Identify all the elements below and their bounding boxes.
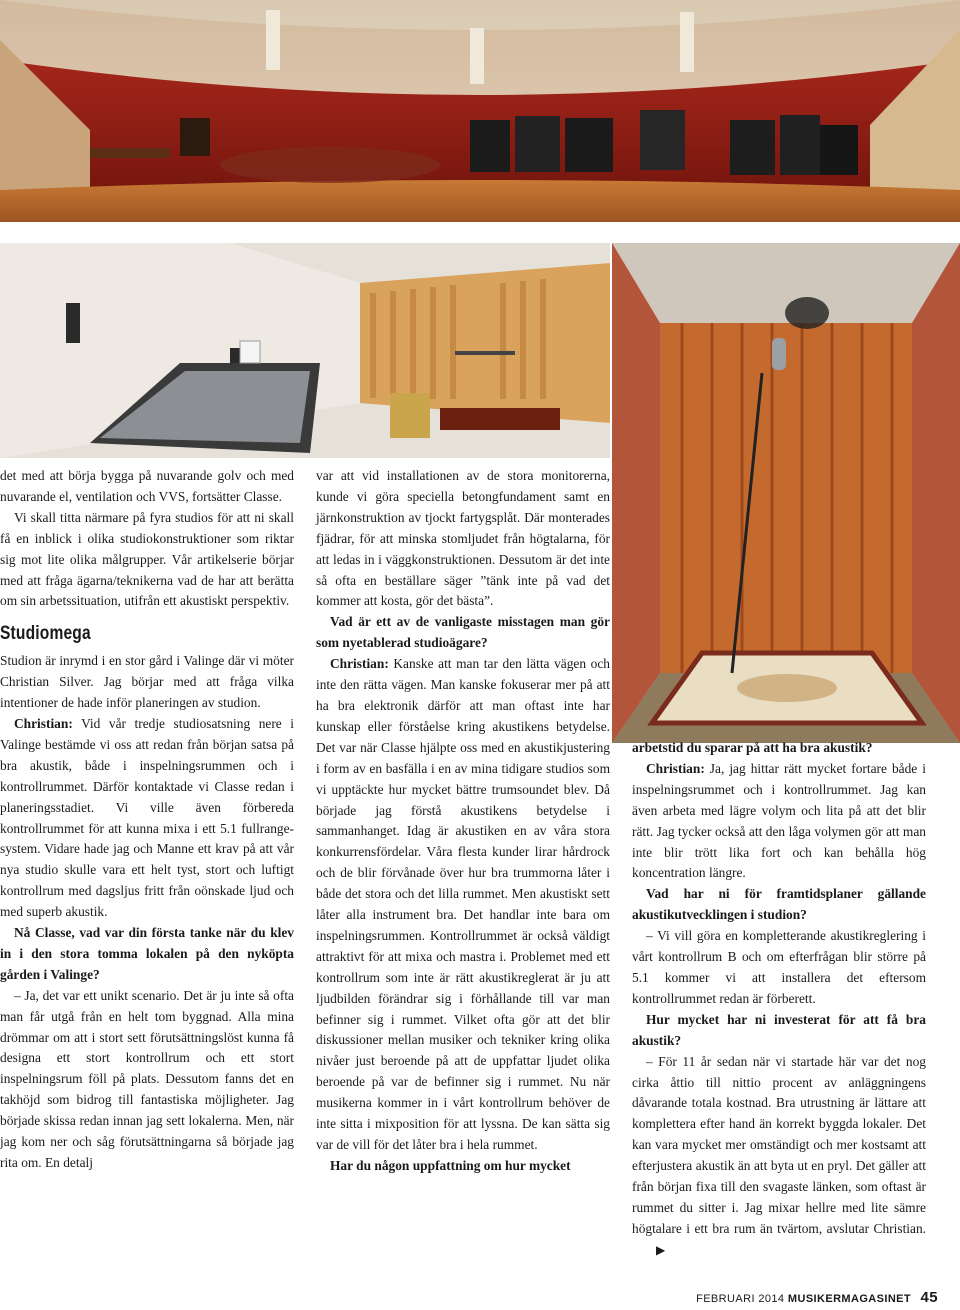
- speaker-label: Christian:: [330, 656, 389, 672]
- paragraph: det med att börja bygga på nuvarande golv och med nuvarande el, ventilation och VVS, fortsätter Classe.: [0, 468, 294, 504]
- question: Vad är ett av de vanligaste misstagen man gör som nyetablerad studioägare?: [316, 614, 610, 651]
- question: Har du någon uppfattning om hur mycket: [330, 1157, 571, 1173]
- question: Vad har ni för framtidsplaner gällande akustikutvecklingen i studion?: [632, 886, 926, 923]
- paragraph: var att vid installationen av de stora monitorerna, kunde vi göra speciella betongfundament samt en järnkonstruktion av tjockt fartygsplåt. Där monterades fjädrar, för att minska stomljudet från högtalarna, för att ledas in i väggkonstruktionen. Dessutom är det inte så ofta en beställare säger ”tänk inte på vad det kommer att kosta, gör det bästa”.: [316, 468, 610, 609]
- paragraph: [316, 654, 610, 1156]
- answer-text: Kanske att man tar den lätta vägen och inte den rätta vägen. Man kanske fokuserar mer på att ha bra elektronik därför att man oftast inte har kunskap eller förståelse kring akustikens betydelse. Det var när Classe hjälpte oss med en akustikjustering i form av en basfälla i en av mina tidigare studios som vi upptäckte hur mycket bättre trumsoundet blev. Då började jag förstå akustikens betydelse i sammanhanget. Idag är akustiken en av våra stora konkurrensfördelar. Våra flesta kunder lirar hårdrock och de blir förvånade över hur bra trummorna låter i både det stora och det lilla rummet. Men akustiskt sett låter alla instrument bra. Det handlar inte bara om inspelningsrummen. Kontrollrummet är också väldigt attraktivt för att mixa och mastra i. Problemet med ett kontrollrum som inte är rätt akustikreglerat är ju att ljudbilden förändrar sig i förhållande till var man befinner sig i rummet. Vilket ofta gör att det blir diskussioner mellan musiker och tekniker kring olika nivåer just beroende på att de uppfattar ljudet olika beroende på var de befinner sig i rummet. Nu när musikerna kommer in i vårt kontrollrum behöver de inte sitta i mixposition för att lyssna. De kan sätta sig var de vill för det låter bra i hela rummet.: [316, 656, 610, 1152]
- paragraph: [0, 714, 294, 923]
- speaker-label: Christian:: [14, 715, 73, 731]
- paragraph: – Ja, det var ett unikt scenario. Det är ju inte så ofta man får utgå från en helt tom byggnad. Alla mina drömmar om att i stort sett förutsättningslöst kunna få designa ett stort kontrollrum och ett stort inspelningsrum föll på plats. Dessutom fanns det en takhöjd som bidrog till fantastiska möjligheter. Jag började skissa redan innan jag sett lokalerna. Men, när jag kom ner och såg förutsättningarna så började jag rita om. En detalj: [0, 987, 294, 1170]
- text-column-3: [632, 738, 926, 1261]
- section-heading: Studiomega: [0, 623, 91, 645]
- speaker-label: Christian:: [646, 760, 705, 776]
- photo-vocal-booth: [612, 243, 960, 743]
- page-footer: [696, 1289, 938, 1306]
- paragraph: – Vi vill göra en kompletterande akustikreglering i vårt kontrollrum B och om efterfrågan blir större på 5.1 kommer vi att installera det eftersom kontrollrummet redan är förberett.: [632, 928, 926, 1006]
- question: arbetstid du sparar på att ha bra akustik?: [632, 740, 873, 755]
- text-column-2: [316, 466, 610, 1177]
- paragraph: Vi skall titta närmare på fyra studios för att ni skall få en inblick i olika studiokonstruktioner som riktar sig mot lite olika målgrupper. Vår artikelserie börjar med att fråga ägarna/teknikerna vad de har att berätta om sin arbetssituation, utifrån ett akustiskt perspektiv.: [0, 509, 294, 609]
- photo-live-room-panorama: [0, 0, 960, 222]
- photo-control-room: [0, 243, 610, 458]
- closing-text: – För 11 år sedan när vi startade här var det nog cirka åttio till nittio procent av anläggningens dåvarande totala kostnad. Bra utrustning är lättare att komplettera efter hand än korrekt byggda lokaler. Det kan vara mycket mer omständigt och mer kostsamt att efterjustera akustik än att byta ut en pryl. Det gäller att från början fixa till den svagaste länken, som oftast är rummet du sitter i. Jag mixar hellre med lite sämre högtalare i ett bra rum än tvärtom, avslutar Christian.: [632, 1053, 926, 1236]
- magazine-name: MUSIKERMAGASINET: [787, 1293, 912, 1305]
- answer-text: Vid vår tredje studiosatsning nere i Valinge bestämde vi oss att redan från början satsa på bra akustik, både i inspelningsrummen och i kontrollrummet. Därför kontaktade vi Classe redan i planeringsstadiet. Vi ville även förbereda kontrollrummet för att kunna mixa i ett 5.1 fullrange-system. Vidare hade jag och Manne ett krav på att vår nya studio skulle vara ett helt tyst, stort och luftigt kontrollrum med dagsljus fritt från oönskade ljud och med superb akustik.: [0, 715, 294, 920]
- question: Nå Classe, vad var din första tanke när du klev in i den stora tomma lokalen på den nyköpta gården i Valinge?: [0, 925, 294, 982]
- issue-date: FEBRUARI 2014: [696, 1293, 785, 1305]
- paragraph: [632, 1052, 926, 1261]
- text-column-1: [0, 466, 294, 1174]
- page-number: 45: [920, 1289, 938, 1306]
- paragraph: [632, 759, 926, 884]
- question: Hur mycket har ni investerat för att få bra akustik?: [632, 1011, 926, 1048]
- answer-text: Ja, jag hittar rätt mycket fortare både i inspelningsrummet och i kontrollrummet. Jag kan även arbeta med lägre volym och lita på att det blir rätt. Jag tycker också att den låga volymen gör att man inte blir trött lika fort och kan behålla hög koncentration längre.: [632, 760, 926, 881]
- end-mark-icon: ▶: [656, 1242, 666, 1257]
- intro-paragraph: Studion är inrymd i en stor gård i Valinge där vi möter Christian Silver. Jag börjar med att fråga vilka intentioner de hade inför planeringen av studion.: [0, 653, 294, 711]
